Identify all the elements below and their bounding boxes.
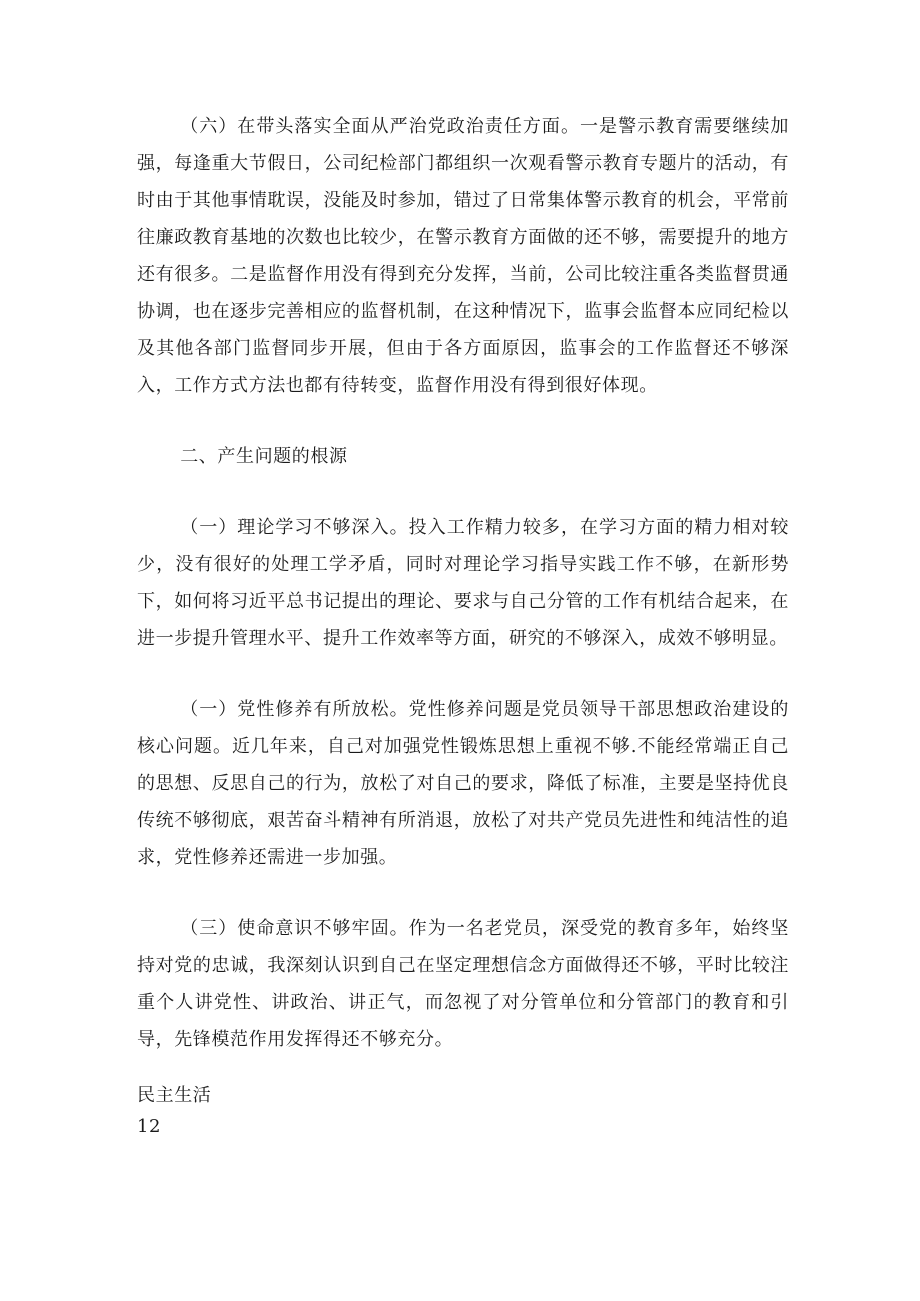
paragraph-mission: （三）使命意识不够牢固。作为一名老党员，深受党的教育多年，始终坚持对党的忠诚，我深刻认识到自己在坚定理想信念方面做得还不够，平时比较注重个人讲党性、讲政治、讲正气，而忽视了对分管单位和分管部门的教育和引导，先锋模范作用发挥得还不够充分。 bbox=[137, 918, 789, 1050]
page-footer bbox=[137, 1080, 211, 1142]
paragraph-responsibility: （六）在带头落实全面从严治党政治责任方面。一是警示教育需要继续加强，每逢重大节假日，公司纪检部门都组织一次观看警示教育专题片的活动，有时由于其他事情耽误，没能及时参加，错过了日常集体警示教育的机会，平常前往廉政教育基地的次数也比较少，在警示教育方面做的还不够，需要提升的地方还有很多。二是监督作用没有得到充分发挥，当前，公司比较注重各类监督贯通协调，也在逐步完善相应的监督机制，在这种情况下，监事会监督本应同纪检以及其他各部门监督同步开展，但由于各方面原因，监事会的工作监督还不够深入，工作方式方法也都有待转变，监督作用没有得到很好体现。 bbox=[137, 116, 789, 396]
document-body bbox=[137, 108, 789, 1058]
paragraph-party-spirit: （一）党性修养有所放松。党性修养问题是党员领导干部思想政治建设的核心问题。近几年来，自己对加强党性锻炼思想上重视不够.不能经常端正自己的思想、反思自己的行为，放松了对自己的要求，降低了标准，主要是坚持优良传统不够彻底，艰苦奋斗精神有所消退，放松了对共产党员先进性和纯洁性的追求，党性修养还需进一步加强。 bbox=[137, 699, 789, 868]
page-number: 12 bbox=[137, 1116, 162, 1137]
section-heading: 二、产生问题的根源 bbox=[180, 446, 348, 467]
footer-label: 民主生活 bbox=[137, 1085, 212, 1106]
paragraph-theory-study: （一）理论学习不够深入。投入工作精力较多，在学习方面的精力相对较少，没有很好的处理工学矛盾，同时对理论学习指导实践工作不够，在新形势下，如何将习近平总书记提出的理论、要求与自己分管的工作有机结合起来，在进一步提升管理水平、提升工作效率等方面，研究的不够深入，成效不够明显。 bbox=[137, 517, 789, 649]
